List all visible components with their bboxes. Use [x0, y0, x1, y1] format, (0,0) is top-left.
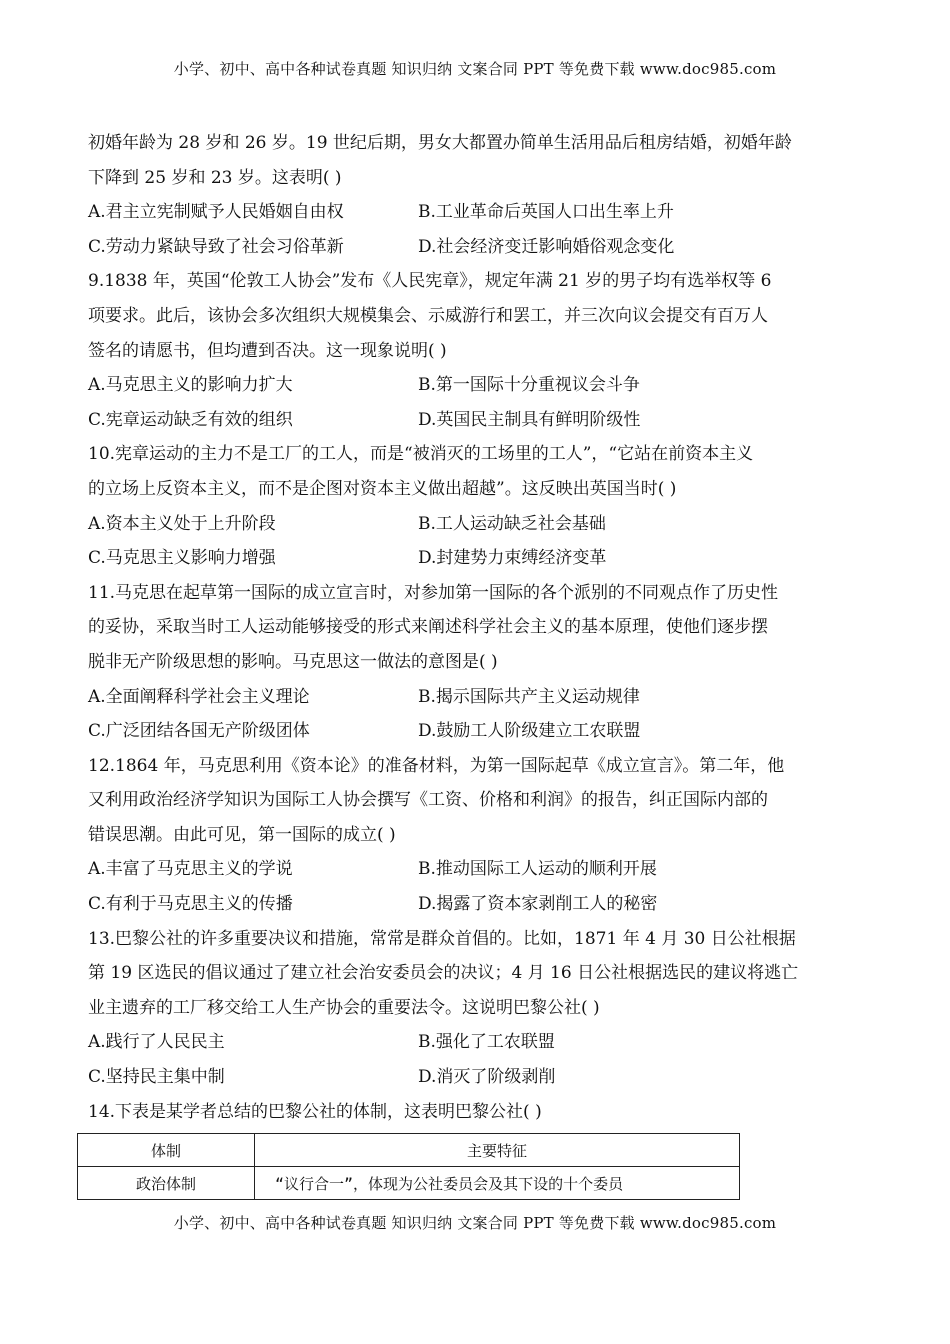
table-cell: 政治体制 — [78, 1167, 255, 1200]
question-text-line: 第 19 区选民的倡议通过了建立社会治安委员会的决议；4 月 16 日公社根据选民的建议将逃亡 — [88, 963, 799, 984]
table-header-cell: 主要特征 — [255, 1134, 740, 1167]
question-13 — [88, 922, 868, 1095]
question-14 — [88, 1095, 868, 1130]
option-d: D.封建势力束缚经济变革 — [418, 548, 607, 569]
option-row — [88, 541, 868, 576]
option-d: D.消灭了阶级剥削 — [418, 1067, 556, 1088]
question-text-line: 的立场上反资本主义，而不是企图对资本主义做出超越”。这反映出英国当时( ) — [88, 478, 677, 499]
option-d: D.鼓励工人阶级建立工农联盟 — [418, 721, 641, 742]
option-c: C.劳动力紧缺导致了社会习俗革新 — [88, 236, 344, 257]
option-a: A.丰富了马克思主义的学说 — [88, 859, 293, 880]
option-d: D.揭露了资本家剥削工人的秘密 — [418, 894, 658, 915]
option-row — [88, 368, 868, 403]
question-8 — [88, 126, 868, 264]
question-11 — [88, 576, 868, 749]
table-header-row — [78, 1134, 740, 1167]
option-row — [88, 680, 868, 715]
question-text-line: 下降到 25 岁和 23 岁。这表明( ) — [88, 167, 342, 188]
question-text-line: 脱非无产阶级思想的影响。马克思这一做法的意图是( ) — [88, 651, 498, 672]
option-a: A.君主立宪制赋予人民婚姻自由权 — [88, 202, 344, 223]
option-row — [88, 195, 868, 230]
question-10 — [88, 437, 868, 575]
table-row — [78, 1167, 740, 1200]
question-text-line: 又利用政治经济学知识为国际工人协会撰写《工资、价格和利润》的报告，纠正国际内部的 — [88, 790, 768, 811]
question-text-line: 项要求。此后，该协会多次组织大规模集会、示威游行和罢工，并三次向议会提交有百万人 — [88, 305, 768, 326]
option-b: B.强化了工农联盟 — [418, 1032, 555, 1053]
option-c: C.有利于马克思主义的传播 — [88, 894, 293, 915]
option-a: A.全面阐释科学社会主义理论 — [88, 686, 310, 707]
option-row — [88, 887, 868, 922]
option-row — [88, 852, 868, 887]
page-header: 小学、初中、高中各种试卷真题 知识归纳 文案合同 PPT 等免费下载 www.doc985.com — [173, 60, 777, 78]
question-text-line: 12.1864 年，马克思利用《资本论》的准备材料，为第一国际起草《成立宣言》。第二年，他 — [88, 755, 785, 776]
question-text-line: 11.马克思在起草第一国际的成立宣言时，对参加第一国际的各个派别的不同观点作了历史性 — [88, 582, 779, 603]
option-row — [88, 507, 868, 542]
question-text-line: 9.1838 年，英国“伦敦工人协会”发布《人民宪章》，规定年满 21 岁的男子均有选举权等 6 — [88, 271, 772, 292]
option-b: B.工业革命后英国人口出生率上升 — [418, 202, 674, 223]
option-row — [88, 714, 868, 749]
document-body — [88, 126, 868, 1129]
option-b: B.第一国际十分重视议会斗争 — [418, 375, 640, 396]
option-b: B.工人运动缺乏社会基础 — [418, 513, 606, 534]
question-9 — [88, 264, 868, 437]
question-text-line: 10.宪章运动的主力不是工厂的工人，而是“被消灭的工场里的工人”，“它站在前资本主义 — [88, 444, 754, 465]
question-text-line: 错误思潮。由此可见，第一国际的成立( ) — [88, 824, 396, 845]
question-12 — [88, 749, 868, 922]
question-text-line: 业主遗弃的工厂移交给工人生产协会的重要法令。这说明巴黎公社( ) — [88, 997, 600, 1018]
option-b: B.推动国际工人运动的顺利开展 — [418, 859, 657, 880]
option-c: C.坚持民主集中制 — [88, 1067, 225, 1088]
option-row — [88, 403, 868, 438]
table-header-cell: 体制 — [78, 1134, 255, 1167]
option-row — [88, 230, 868, 265]
option-c: C.宪章运动缺乏有效的组织 — [88, 409, 293, 430]
table-cell: “议行合一”，体现为公社委员会及其下设的十个委员 — [255, 1167, 740, 1200]
option-c: C.广泛团结各国无产阶级团体 — [88, 721, 310, 742]
option-row — [88, 1025, 868, 1060]
question-text-line: 13.巴黎公社的许多重要决议和措施，常常是群众首倡的。比如，1871 年 4 月 30 日公社根据 — [88, 928, 796, 949]
commune-system-table — [77, 1133, 740, 1200]
question-text-line: 的妥协，采取当时工人运动能够接受的形式来阐述科学社会主义的基本原理，使他们逐步摆 — [88, 617, 768, 638]
page-footer: 小学、初中、高中各种试卷真题 知识归纳 文案合同 PPT 等免费下载 www.doc985.com — [173, 1214, 777, 1232]
question-text-line: 签名的请愿书，但均遭到否决。这一现象说明( ) — [88, 340, 447, 361]
option-d: D.英国民主制具有鲜明阶级性 — [418, 409, 641, 430]
question-text-line: 14.下表是某学者总结的巴黎公社的体制，这表明巴黎公社( ) — [88, 1101, 542, 1122]
option-row — [88, 1060, 868, 1095]
option-a: A.践行了人民民主 — [88, 1032, 225, 1053]
option-a: A.资本主义处于上升阶段 — [88, 513, 276, 534]
option-d: D.社会经济变迁影响婚俗观念变化 — [418, 236, 675, 257]
option-a: A.马克思主义的影响力扩大 — [88, 375, 293, 396]
question-text-line: 初婚年龄为 28 岁和 26 岁。19 世纪后期，男女大都置办简单生活用品后租房结婚，初婚年龄 — [88, 133, 792, 153]
option-c: C.马克思主义影响力增强 — [88, 548, 276, 569]
option-b: B.揭示国际共产主义运动规律 — [418, 686, 640, 707]
